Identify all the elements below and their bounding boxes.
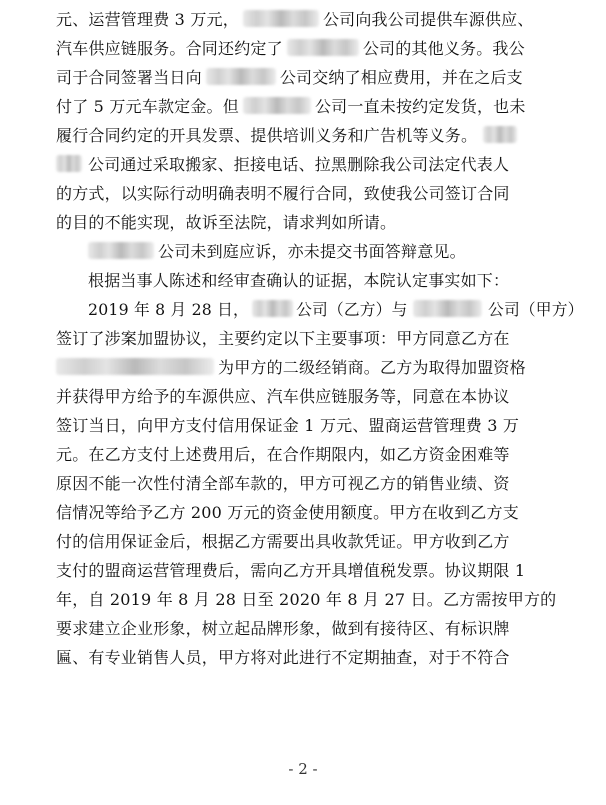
text-segment: 原因不能一次性付清全部车款的，甲方可视乙方的销售业绩、资 bbox=[56, 474, 510, 493]
text-segment: 信情况等给予乙方 200 万元的资金使用额度。甲方在收到乙方支 bbox=[56, 503, 519, 522]
text-line-4 bbox=[56, 95, 526, 119]
redacted-name bbox=[206, 68, 276, 85]
text-line-19 bbox=[56, 530, 510, 554]
text-line-17 bbox=[56, 472, 510, 496]
text-segment: 年，自 2019 年 8 月 28 日至 2020 年 8 月 27 日。乙方需按甲方的 bbox=[56, 590, 557, 609]
text-segment: 汽车供应链服务。合同还约定了 bbox=[56, 39, 283, 58]
text-line-11 bbox=[88, 298, 584, 322]
page-number: - 2 - bbox=[288, 760, 318, 778]
text-line-23 bbox=[56, 646, 510, 670]
text-line-16 bbox=[56, 443, 510, 467]
text-segment: 的方式，以实际行动明确表明不履行合同，致使我公司签订合同 bbox=[56, 184, 510, 203]
text-line-8 bbox=[56, 211, 396, 235]
text-segment: 元、运营管理费 3 万元， bbox=[56, 10, 239, 29]
text-segment: 付的信用保证金后，根据乙方需要出具收款凭证。甲方收到乙方 bbox=[56, 532, 510, 551]
text-line-15 bbox=[56, 414, 519, 438]
text-line-10 bbox=[88, 269, 509, 293]
text-segment: 匾、有专业销售人员，甲方将对此进行不定期抽查，对于不符合 bbox=[56, 648, 510, 667]
redacted-address bbox=[56, 358, 214, 375]
text-segment: 为甲方的二级经销商。乙方为取得加盟资格 bbox=[218, 358, 526, 377]
redacted-name bbox=[56, 155, 82, 172]
redacted-name bbox=[252, 300, 293, 317]
text-line-5 bbox=[56, 124, 517, 148]
redacted-name bbox=[243, 97, 311, 114]
text-segment: 公司一直未按约定发货，也未 bbox=[314, 97, 526, 116]
text-segment: 支付的盟商运营管理费后，需向乙方开具增值税发票。协议期限 1 bbox=[56, 561, 526, 580]
text-segment: 的目的不能实现，故诉至法院，请求判如所请。 bbox=[56, 213, 397, 232]
text-segment: 公司通过采取搬家、拒接电话、拉黑删除我公司法定代表人 bbox=[88, 155, 510, 174]
text-segment: 公司向我公司提供车源供应、 bbox=[322, 10, 534, 29]
text-line-1 bbox=[56, 8, 534, 32]
text-segment: 公司（乙方）与 bbox=[296, 300, 408, 319]
text-segment: 签订了涉案加盟协议，主要约定以下主要事项：甲方同意乙方在 bbox=[56, 329, 510, 348]
text-line-9 bbox=[88, 240, 466, 264]
text-segment: 司于合同签署当日向 bbox=[56, 68, 202, 87]
text-line-2 bbox=[56, 37, 525, 61]
redacted-name bbox=[483, 126, 517, 143]
text-segment: 根据当事人陈述和经审查确认的证据，本院认定事实如下： bbox=[88, 271, 510, 290]
text-line-6 bbox=[56, 153, 509, 177]
redacted-name bbox=[243, 10, 319, 27]
text-segment: 要求建立企业形象，树立起品牌形象，做到有接待区、有标识牌 bbox=[56, 619, 510, 638]
redacted-name bbox=[413, 300, 482, 317]
text-segment: 并获得甲方给予的车源供应、汽车供应链服务等，同意在本协议 bbox=[56, 387, 510, 406]
redacted-name bbox=[287, 39, 359, 56]
text-segment: 公司的其他义务。我公 bbox=[362, 39, 525, 58]
text-segment: 元。在乙方支付上述费用后，在合作期限内，如乙方资金困难等 bbox=[56, 445, 510, 464]
text-segment: 公司（甲方） bbox=[488, 300, 584, 319]
text-segment: 履行合同约定的开具发票、提供培训义务和广告机等义务。 bbox=[56, 126, 478, 145]
text-segment: 公司交纳了相应费用，并在之后支 bbox=[279, 68, 523, 87]
text-line-3 bbox=[56, 66, 523, 90]
text-segment: 公司未到庭应诉，亦未提交书面答辩意见。 bbox=[158, 242, 466, 261]
text-line-14 bbox=[56, 385, 510, 409]
text-line-22 bbox=[56, 617, 510, 641]
text-line-18 bbox=[56, 501, 519, 525]
text-segment: 2019 年 8 月 28 日， bbox=[88, 300, 249, 319]
text-segment: 签订当日，向甲方支付信用保证金 1 万元、盟商运营管理费 3 万 bbox=[56, 416, 520, 435]
text-segment: 付了 5 万元车款定金。但 bbox=[56, 97, 239, 116]
text-line-12 bbox=[56, 327, 510, 351]
text-line-7 bbox=[56, 182, 510, 206]
text-line-13 bbox=[56, 356, 526, 380]
text-line-20 bbox=[56, 559, 525, 583]
text-line-21 bbox=[56, 588, 556, 612]
redacted-name bbox=[88, 242, 154, 259]
